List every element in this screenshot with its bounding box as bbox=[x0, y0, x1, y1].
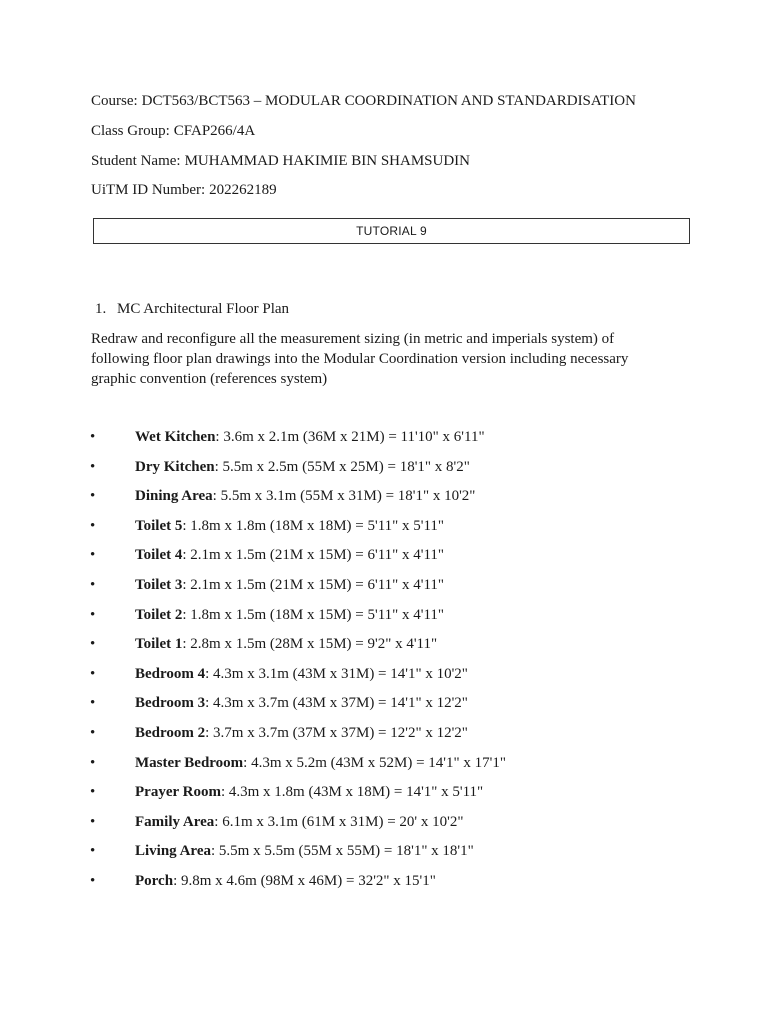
list-item bbox=[0, 813, 768, 843]
room-name: Bedroom 3 bbox=[135, 695, 206, 712]
room-dimensions: : 4.3m x 1.8m (43M x 18M) = 14'1" x 5'11" bbox=[220, 784, 484, 801]
class-group-line bbox=[91, 122, 255, 140]
bullet-icon: • bbox=[90, 576, 96, 593]
course-label: Course: bbox=[91, 93, 138, 109]
course-value: DCT563/BCT563 – MODULAR COORDINATION AND STANDARDISATION bbox=[141, 93, 636, 109]
list-item bbox=[0, 458, 768, 488]
bullet-icon: • bbox=[90, 458, 96, 475]
list-item bbox=[0, 428, 768, 458]
room-dimensions: : 9.8m x 4.6m (98M x 46M) = 32'2" x 15'1" bbox=[173, 872, 436, 889]
room-entry bbox=[135, 635, 437, 653]
room-name: Dining Area bbox=[135, 488, 213, 505]
room-entry bbox=[135, 546, 444, 564]
bullet-icon: • bbox=[90, 695, 96, 712]
room-name: Toilet 5 bbox=[135, 517, 183, 534]
room-name: Bedroom 4 bbox=[135, 665, 206, 682]
question-title: MC Architectural Floor Plan bbox=[117, 301, 290, 317]
tutorial-title-box: TUTORIAL 9 bbox=[93, 218, 690, 244]
room-dimensions: : 5.5m x 3.1m (55M x 31M) = 18'1" x 10'2" bbox=[212, 488, 476, 505]
room-dimensions: : 2.8m x 1.5m (28M x 15M) = 9'2" x 4'11" bbox=[182, 636, 438, 653]
uitm-id-value: 202262189 bbox=[209, 182, 277, 198]
room-entry bbox=[135, 517, 444, 535]
room-entry bbox=[135, 694, 468, 712]
class-group-value: CFAP266/4A bbox=[173, 123, 256, 139]
room-entry bbox=[135, 754, 506, 772]
list-item bbox=[0, 754, 768, 784]
room-entry bbox=[135, 813, 463, 831]
student-name-value: MUHAMMAD HAKIMIE BIN SHAMSUDIN bbox=[184, 153, 471, 169]
room-name: Toilet 2 bbox=[135, 606, 183, 623]
uitm-id-line bbox=[91, 181, 277, 199]
list-item bbox=[0, 606, 768, 636]
room-entry bbox=[135, 724, 468, 742]
bullet-icon: • bbox=[90, 813, 96, 830]
bullet-icon: • bbox=[90, 517, 96, 534]
list-item bbox=[0, 724, 768, 754]
room-dimensions: : 4.3m x 3.7m (43M x 37M) = 14'1" x 12'2" bbox=[205, 695, 468, 712]
uitm-id-label: UiTM ID Number: bbox=[91, 182, 206, 198]
room-entry bbox=[135, 783, 483, 801]
course-line bbox=[91, 92, 636, 110]
bullet-icon: • bbox=[90, 784, 96, 801]
room-name: Toilet 3 bbox=[135, 576, 183, 593]
room-dimensions: : 6.1m x 3.1m (61M x 31M) = 20' x 10'2" bbox=[214, 813, 464, 830]
bullet-icon: • bbox=[90, 665, 96, 682]
list-item bbox=[0, 872, 768, 902]
bullet-icon: • bbox=[90, 547, 96, 564]
room-dimensions: : 2.1m x 1.5m (21M x 15M) = 6'11" x 4'11" bbox=[182, 576, 445, 593]
room-name: Dry Kitchen bbox=[135, 458, 215, 475]
bullet-icon: • bbox=[90, 724, 96, 741]
room-entry bbox=[135, 576, 444, 594]
list-item bbox=[0, 546, 768, 576]
room-name: Porch bbox=[135, 872, 174, 889]
room-name: Master Bedroom bbox=[135, 754, 244, 771]
bullet-icon: • bbox=[90, 872, 96, 889]
room-dimensions: : 5.5m x 5.5m (55M x 55M) = 18'1" x 18'1" bbox=[210, 843, 474, 860]
room-dimensions: : 4.3m x 5.2m (43M x 52M) = 14'1" x 17'1" bbox=[243, 754, 506, 771]
room-dimensions: : 2.1m x 1.5m (21M x 15M) = 6'11" x 4'11" bbox=[182, 547, 445, 564]
room-name: Wet Kitchen bbox=[135, 429, 216, 445]
room-entry bbox=[135, 458, 470, 476]
bullet-icon: • bbox=[90, 488, 96, 505]
bullet-icon: • bbox=[90, 843, 96, 860]
list-item bbox=[0, 665, 768, 695]
room-dimension-list bbox=[0, 428, 768, 902]
room-dimensions: : 3.7m x 3.7m (37M x 37M) = 12'2" x 12'2" bbox=[205, 724, 468, 741]
room-name: Toilet 1 bbox=[135, 636, 183, 653]
room-entry bbox=[135, 872, 436, 890]
list-item bbox=[0, 694, 768, 724]
room-name: Family Area bbox=[135, 813, 215, 830]
list-item bbox=[0, 487, 768, 517]
room-dimensions: : 1.8m x 1.8m (18M x 18M) = 5'11" x 5'11" bbox=[182, 517, 445, 534]
bullet-icon: • bbox=[90, 754, 96, 771]
room-entry bbox=[135, 665, 468, 683]
question-heading bbox=[95, 300, 289, 318]
list-item bbox=[0, 517, 768, 547]
question-number: 1. bbox=[95, 301, 107, 317]
bullet-icon: • bbox=[90, 636, 96, 653]
room-dimensions: : 4.3m x 3.1m (43M x 31M) = 14'1" x 10'2" bbox=[205, 665, 468, 682]
bullet-icon: • bbox=[90, 429, 96, 445]
room-name: Toilet 4 bbox=[135, 547, 183, 564]
room-dimensions: : 5.5m x 2.5m (55M x 25M) = 18'1" x 8'2" bbox=[214, 458, 470, 475]
room-entry bbox=[135, 606, 444, 624]
class-group-label: Class Group: bbox=[91, 123, 170, 139]
list-item bbox=[0, 635, 768, 665]
student-name-label: Student Name: bbox=[91, 153, 181, 169]
list-item bbox=[0, 576, 768, 606]
list-item bbox=[0, 842, 768, 872]
list-item bbox=[0, 783, 768, 813]
bullet-icon: • bbox=[90, 606, 96, 623]
room-entry bbox=[135, 428, 485, 446]
room-name: Bedroom 2 bbox=[135, 724, 206, 741]
room-name: Living Area bbox=[135, 843, 211, 860]
question-instructions: Redraw and reconfigure all the measurement sizing (in metric and imperials system) of following floor plan drawings into the Modular Coordination version including necessary graphic convention (references system) bbox=[91, 331, 629, 387]
room-dimensions: : 1.8m x 1.5m (18M x 15M) = 5'11" x 4'11" bbox=[182, 606, 445, 623]
room-name: Prayer Room bbox=[135, 784, 221, 801]
room-dimensions: : 3.6m x 2.1m (36M x 21M) = 11'10" x 6'11" bbox=[215, 429, 485, 445]
room-entry bbox=[135, 842, 474, 860]
room-entry bbox=[135, 487, 475, 505]
student-name-line bbox=[91, 152, 470, 170]
